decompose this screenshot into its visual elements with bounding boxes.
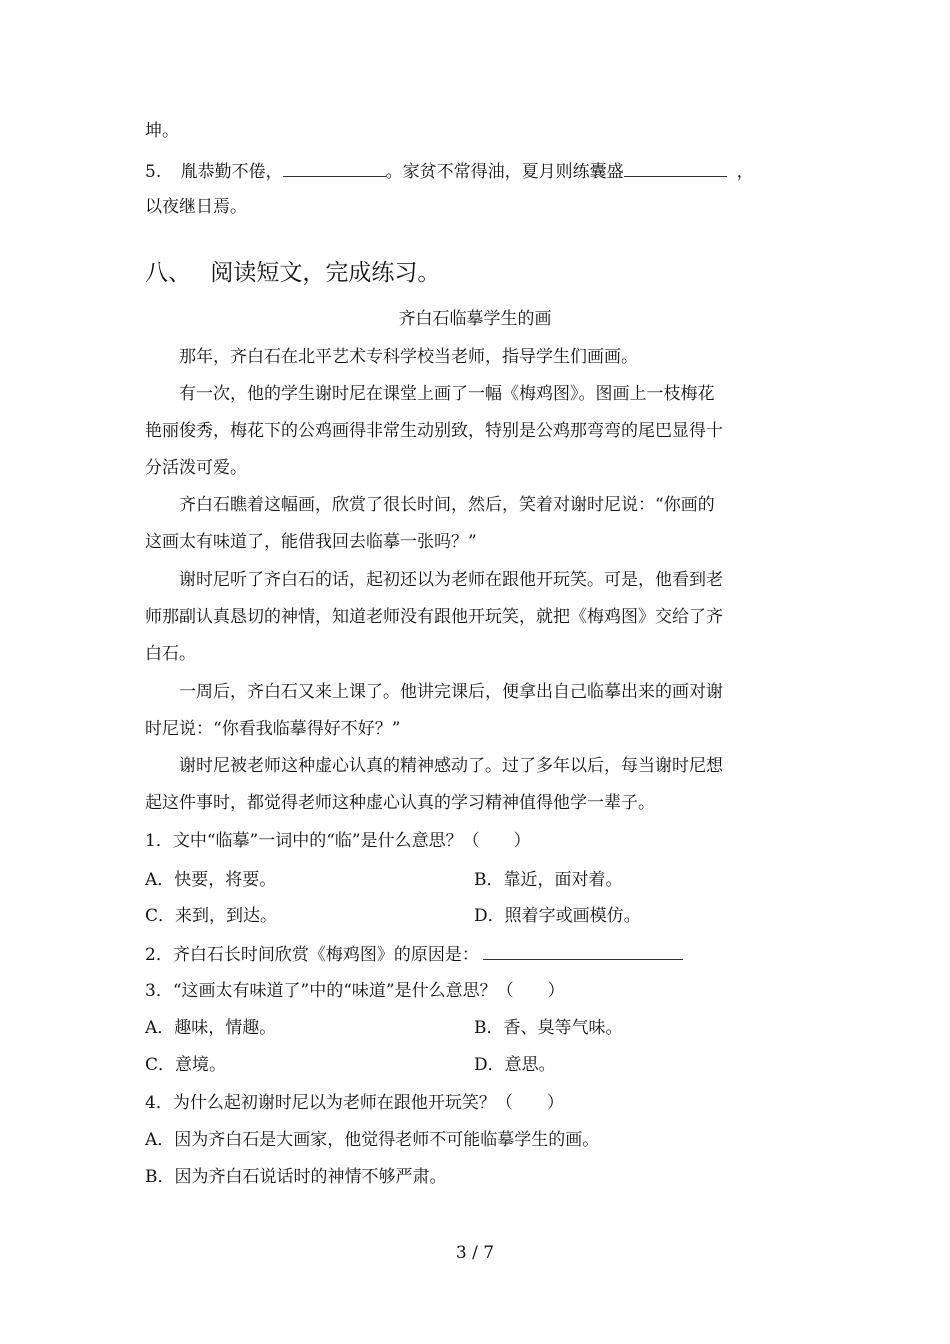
article-line: 时尼说：“你看我临摹得好不好？”	[145, 719, 401, 739]
item-5-line	[145, 160, 754, 183]
q3-option-c[interactable]: C．意境。	[145, 1055, 227, 1075]
fill-blank-1[interactable]	[283, 160, 386, 177]
fill-blank-2[interactable]	[624, 160, 727, 177]
q1-option-d[interactable]: D．照着字或画模仿。	[474, 906, 641, 926]
question-1: 1．文中“临摹”一词中的“临”是什么意思？（ ）	[145, 831, 531, 851]
article-line: 那年，齐白石在北平艺术专科学校当老师，指导学生们画画。	[145, 347, 638, 367]
article-line: 这画太有味道了，能借我回去临摹一张吗？”	[145, 532, 477, 552]
article-line: 一周后，齐白石又来上课了。他讲完课后，便拿出自己临摹出来的画对谢	[145, 682, 723, 702]
q1-option-b[interactable]: B．靠近，面对着。	[474, 870, 623, 890]
item-5-part1: 胤恭勤不倦，	[180, 162, 283, 182]
question-4: 4．为什么起初谢时尼以为老师在跟他开玩笑？（ ）	[145, 1093, 564, 1113]
section-number: 八、	[145, 260, 191, 286]
q3-option-b[interactable]: B．香、臭等气味。	[474, 1018, 623, 1038]
item-5-number: 5.	[145, 162, 162, 182]
article-line: 艳丽俊秀，梅花下的公鸡画得非常生动别致，特别是公鸡那弯弯的尾巴显得十	[145, 421, 723, 441]
q1-option-c[interactable]: C．来到，到达。	[145, 906, 278, 926]
page-number: 3 / 7	[455, 1243, 495, 1263]
item-5-part2: 。家贫不常得油，夏月则练囊盛	[385, 162, 624, 182]
q3-option-a[interactable]: A．趣味，情趣。	[145, 1018, 277, 1038]
article-line: 分活泼可爱。	[145, 458, 247, 478]
section-heading	[145, 258, 440, 288]
question-2: 2．齐白石长时间欣赏《梅鸡图》的原因是：	[145, 945, 479, 965]
question-2-line	[145, 943, 683, 966]
section-title: 阅读短文，完成练习。	[210, 260, 441, 286]
item-5-line2: 以夜继日焉。	[145, 197, 247, 217]
article-line: 谢时尼被老师这种虚心认真的精神感动了。过了多年以后，每当谢时尼想	[145, 756, 723, 776]
article-line: 师那副认真恳切的神情，知道老师没有跟他开玩笑，就把《梅鸡图》交给了齐	[145, 607, 723, 627]
article-line: 谢时尼听了齐白石的话，起初还以为老师在跟他开玩笑。可是，他看到老	[145, 570, 723, 590]
q4-option-b[interactable]: B．因为齐白石说话时的神情不够严肃。	[145, 1167, 447, 1187]
item-5-part3: ，	[736, 162, 754, 182]
q1-option-a[interactable]: A．快要，将要。	[145, 870, 277, 890]
q2-answer-blank[interactable]	[483, 943, 683, 960]
q4-option-a[interactable]: A．因为齐白石是大画家，他觉得老师不可能临摹学生的画。	[145, 1130, 600, 1150]
article-title: 齐白石临摹学生的画	[398, 309, 552, 329]
question-3: 3．“这画太有味道了”中的“味道”是什么意思？（ ）	[145, 981, 565, 1001]
article-line: 齐白石瞧着这幅画，欣赏了很长时间，然后，笑着对谢时尼说：“你画的	[145, 495, 715, 515]
article-line: 有一次，他的学生谢时尼在课堂上画了一幅《梅鸡图》。图画上一枝梅花	[145, 384, 715, 404]
carryover-line: 坤。	[145, 121, 179, 141]
q3-option-d[interactable]: D．意思。	[474, 1055, 556, 1075]
article-line: 起这件事时，都觉得老师这种虚心认真的学习精神值得他学一辈子。	[145, 793, 655, 813]
article-line: 白石。	[145, 644, 196, 664]
